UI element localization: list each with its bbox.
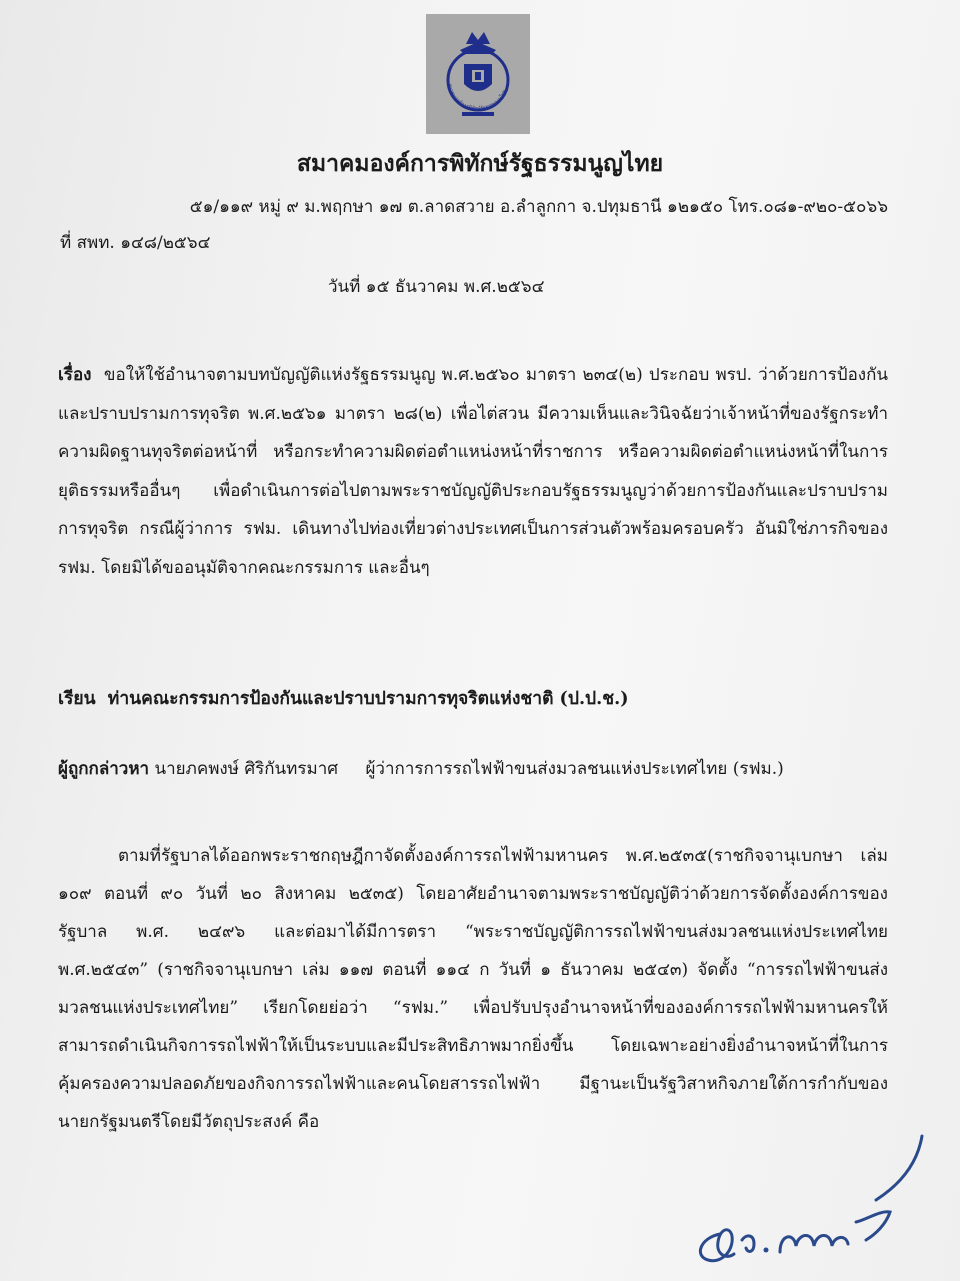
accused-section [58,750,888,788]
subject-text: ขอให้ใช้อำนาจตามบทบัญญัติแห่งรัฐธรรมนูญ พ.ศ.๒๕๖๐ มาตรา ๒๓๔(๒) ประกอบ พรป. ว่าด้วยการป้องกันและปราบปรามการทุจริต พ.ศ.๒๕๖๑ มาตรา ๒๘(๒) เพื่อไต่สวน มีความเห็นและวินิจฉัยว่าเจ้าหน้าที่ของรัฐกระทำความผิดฐานทุจริตต่อหน้าที่ หรือกระทำความผิดต่อตำแหน่งหน้าที่ราชการ หรือความผิดต่อตำแหน่งหน้าที่ในการยุติธรรมหรืออื่นๆ เพื่อดำเนินการต่อไปตามพระราชบัญญัติประกอบรัฐธรรมนูญว่าด้วยการป้องกันและปราบปรามการทุจริต กรณีผู้ว่าการ รฟม. เดินทางไปท่องเที่ยวต่างประเทศเป็นการส่วนตัวพร้อมครอบครัว อันมิใช่ภารกิจของ รฟม. โดยมิได้ขออนุมัติจากคณะกรรมการ และอื่นๆ [58,365,888,578]
accused-position: ผู้ว่าการการรถไฟฟ้าขนส่งมวลชนแห่งประเทศไทย (รฟม.) [365,759,784,779]
accused-label: ผู้ถูกกล่าวหา [58,759,150,779]
body-paragraph: ตามที่รัฐบาลได้ออกพระราชกฤษฎีกาจัดตั้งองค์การรถไฟฟ้ามหานคร พ.ศ.๒๕๓๕(ราชกิจจานุเบกษา เล่ม ๑๐๙ ตอนที่ ๙๐ วันที่ ๒๐ สิงหาคม ๒๕๓๕) โดยอาศัยอำนาจตามพระราชบัญญัติว่าด้วยการจัดตั้งองค์การของรัฐบาล พ.ศ. ๒๔๙๖ และต่อมาได้มีการตรา “พระราชบัญญัติการรถไฟฟ้าขนส่งมวลชนแห่งประเทศไทย พ.ศ.๒๕๔๓” (ราชกิจจานุเบกษา เล่ม ๑๑๗ ตอนที่ ๑๑๔ ก วันที่ ๑ ธันวาคม ๒๕๔๓) จัดตั้ง “การรถไฟฟ้าขนส่งมวลชนแห่งประเทศไทย” เรียกโดยย่อว่า “รฟม.” เพื่อปรับปรุงอำนาจหน้าที่ขององค์การรถไฟฟ้ามหานครให้สามารถดำเนินกิจการรถไฟฟ้าให้เป็นระบบและมีประสิทธิภาพมากยิ่งขึ้น โดยเฉพาะอย่างยิ่งอำนาจหน้าที่ในการคุ้มครองความปลอดภัยของกิจการรถไฟฟ้าและคนโดยสารรถไฟฟ้า มีฐานะเป็นรัฐวิสาหกิจภายใต้การกำกับของนายกรัฐมนตรีโดยมีวัตถุประสงค์ คือ [58,846,888,1132]
logo-seal [426,14,530,134]
document-number: ที่ สพท. ๑๔๘/๒๕๖๔ [60,233,211,253]
recipient-label: เรียน [58,689,96,709]
logo-text: สมาคมองค์การพิทักษ์รัฐธรรมนูญไทย [446,83,509,113]
organization-name: สมาคมองค์การพิทักษ์รัฐธรรมนูญไทย [296,150,664,177]
subject-label: เรื่อง [58,365,92,385]
handwritten-signature [690,1130,930,1280]
recipient-text: ท่านคณะกรรมการป้องกันและปราบปรามการทุจริตแห่งชาติ (ป.ป.ช.) [107,689,629,709]
recipient-line [58,688,628,710]
subject-section [58,356,888,587]
organization-address: ๕๑/๑๑๙ หมู่ ๙ ม.พฤกษา ๑๗ ต.ลาดสวาย อ.ลำลูกกา จ.ปทุมธานี ๑๒๑๕๐ โทร.๐๘๑-๙๒๐-๕๐๖๖ [189,197,888,217]
document-date: วันที่ ๑๕ ธันวาคม พ.ศ.๒๕๖๔ [328,277,545,297]
accused-name: นายภคพงษ์ ศิริกันทรมาศ [154,759,339,779]
